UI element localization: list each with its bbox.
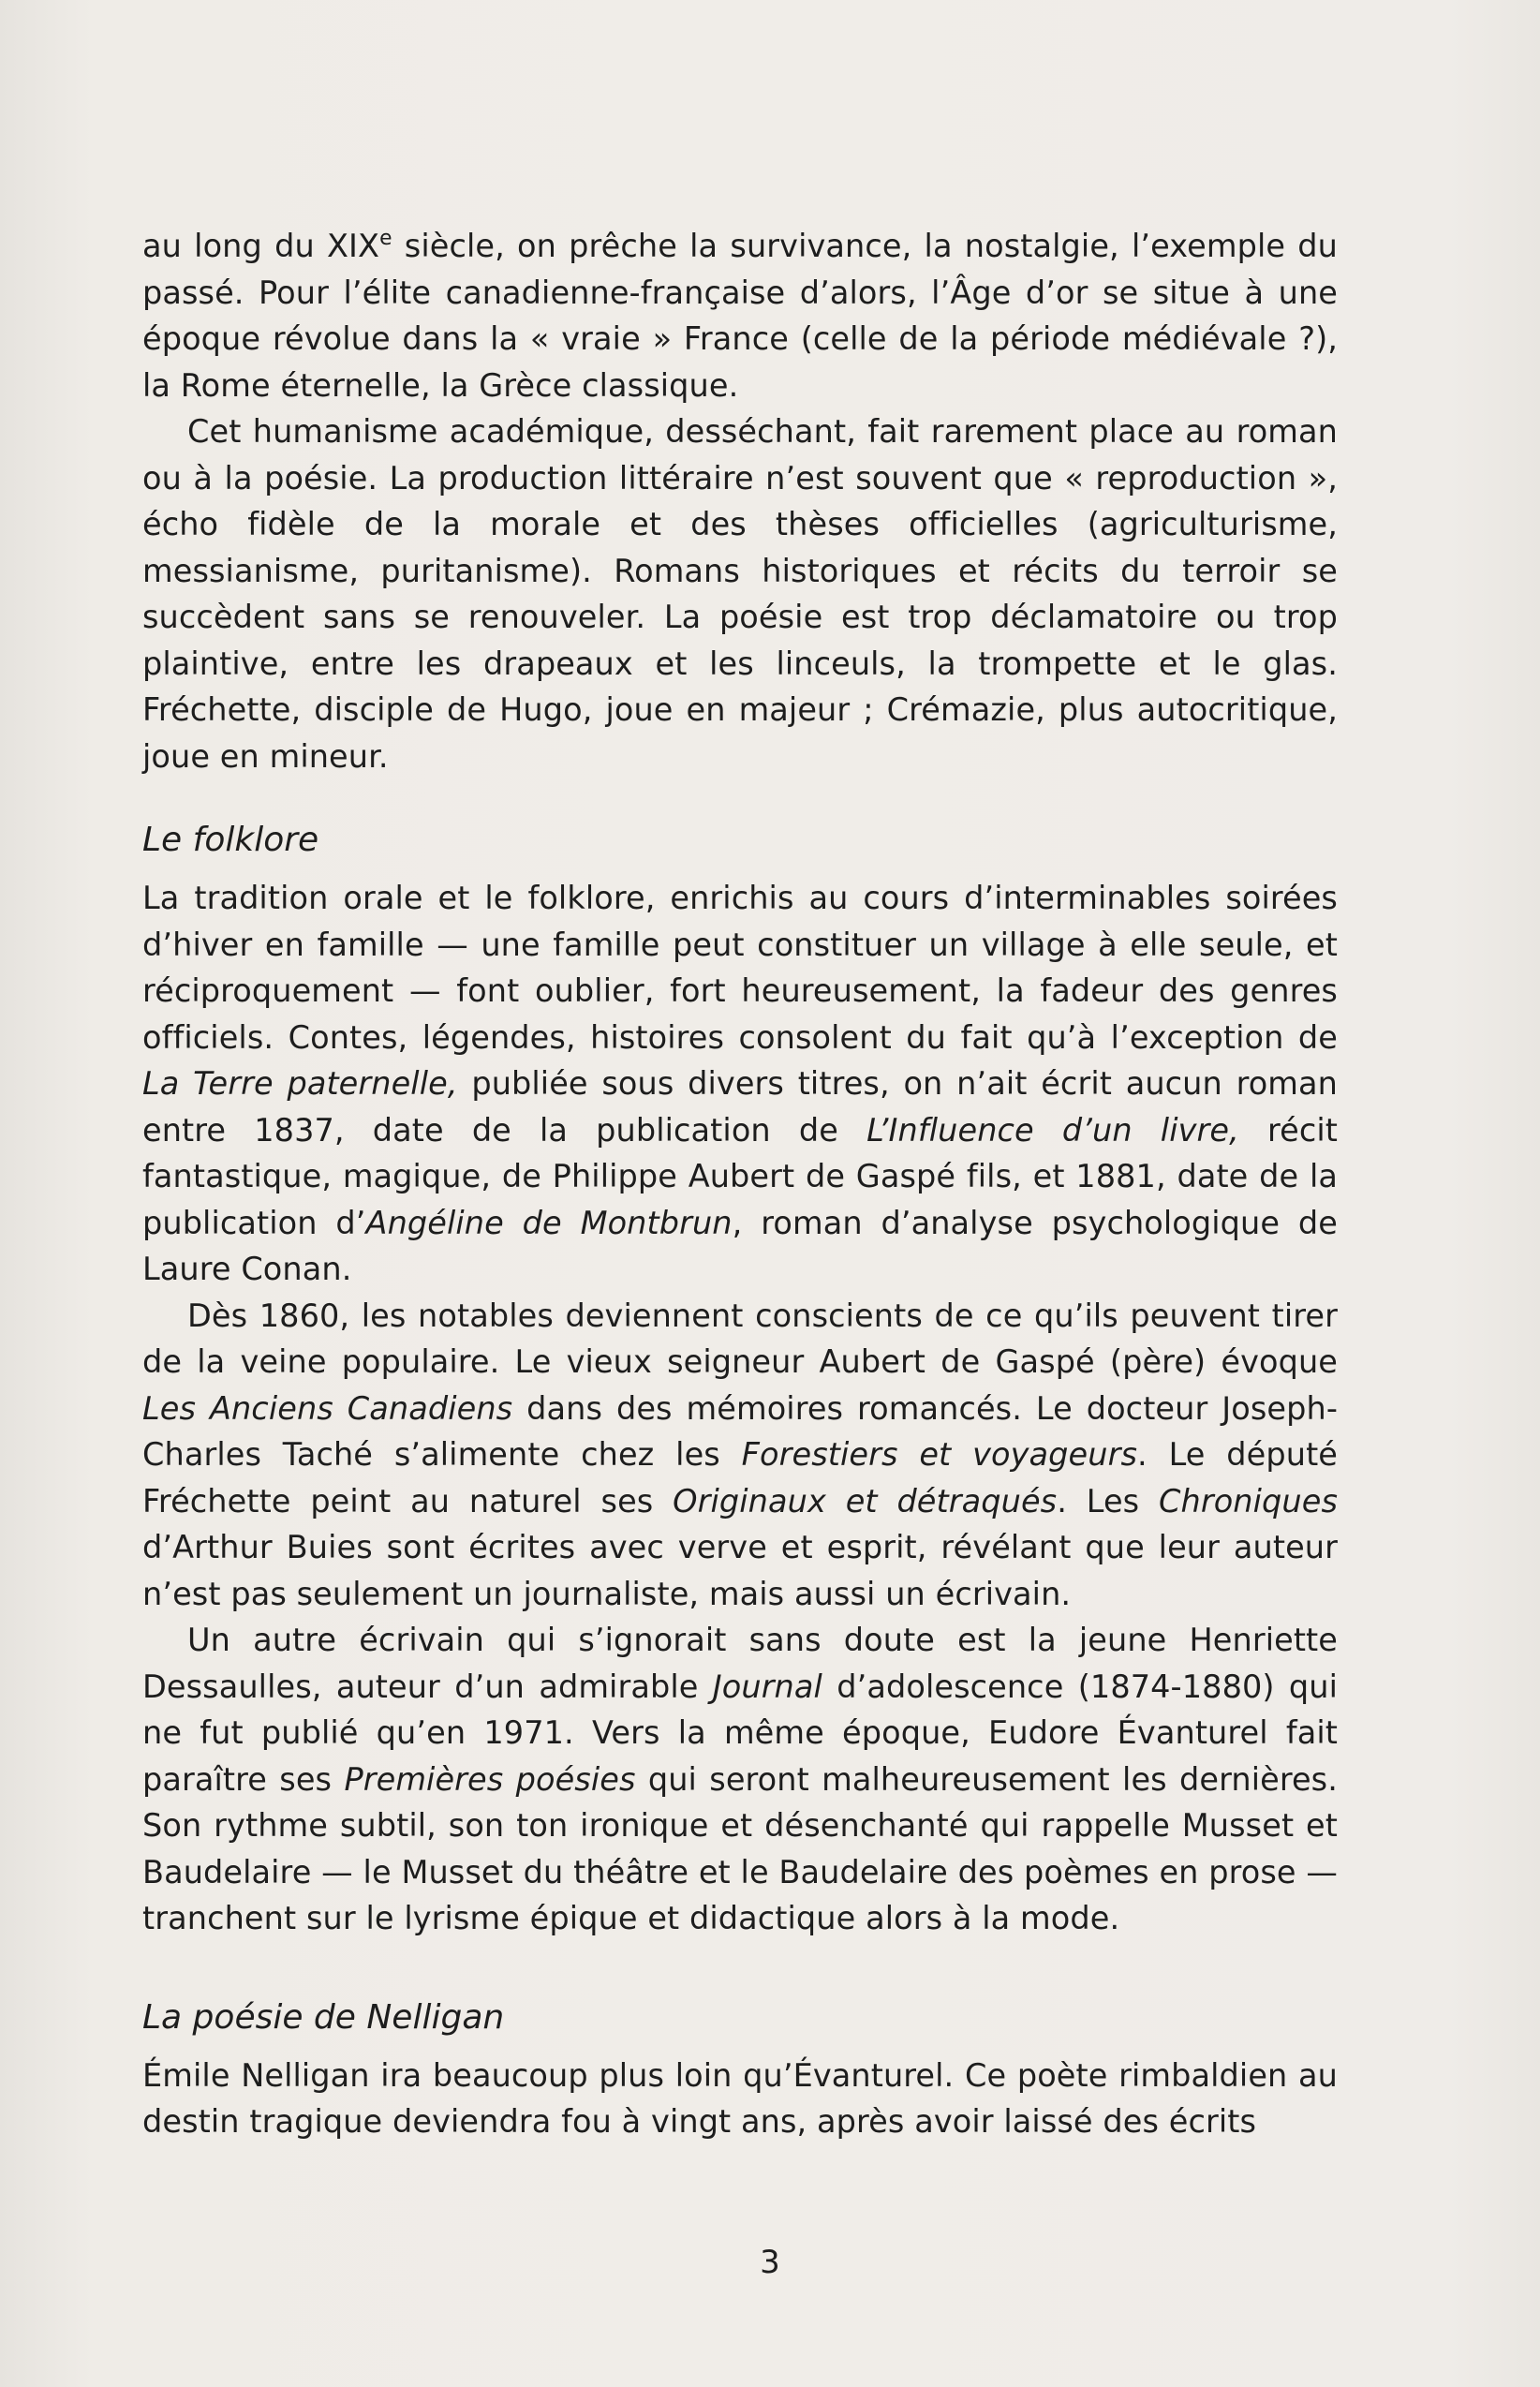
title-l-influence-d-un-livre: L’Influence d’un livre, (866, 1111, 1239, 1149)
title-la-terre-paternelle: La Terre paternelle, (142, 1065, 458, 1102)
page-number: 3 (760, 2244, 780, 2281)
title-premieres-poesies: Premières poésies (344, 1760, 636, 1798)
paragraph-5-text-a: Un autre écrivain qui s’ignorait sans doute est la jeune Henriette Dessaulles, auteur d’un admirable (142, 1622, 1338, 1705)
heading-nelligan: La poésie de Nelligan (142, 1997, 505, 2037)
paragraph-3-text-d: , roman d’analyse psychologique de Laure Conan. (142, 1204, 1338, 1287)
title-angeline-de-montbrun: Angéline de Montbrun (365, 1204, 733, 1241)
title-originaux-et-detraques: Originaux et détraqués (673, 1482, 1058, 1520)
heading-folklore: Le folklore (142, 821, 319, 859)
paragraph-5-text-c: qui seront malheureusement les dernières. Son rythme subtil, son ton ironique et désenchanté qui rappelle Musset et Baudelaire — le Musset du théâtre et le Baudelaire des poèmes en prose — tranchent sur le lyrisme épique et didactique alors à la mode. (142, 1760, 1338, 1936)
title-forestiers-et-voyageurs: Forestiers et voyageurs (741, 1436, 1138, 1473)
paragraph-1 (142, 223, 1338, 408)
paragraph-1-text-a: au long du XIX (142, 228, 380, 264)
title-chroniques: Chroniques (1159, 1482, 1339, 1520)
paragraph-4 (142, 1293, 1338, 1618)
paragraph-5-text-b: d’adolescence (1874-1880) qui ne fut publié qu’en 1971. Vers la même époque, Eudore Évanturel fait paraître ses (142, 1668, 1338, 1798)
paragraph-3-text-a: La tradition orale et le folklore, enrichis au cours d’interminables soirées d’hiver en famille — une famille peut constituer un village à elle seule, et réciproquement — font oublier, fort heureusement, la fadeur des genres officiels. Contes, légendes, histoires consolent du fait qu’à l’exception de (142, 880, 1338, 1056)
paragraph-3 (142, 875, 1338, 1293)
paragraph-4-text-d: . Les (1057, 1482, 1160, 1520)
paragraph-5 (142, 1617, 1338, 1942)
title-les-anciens-canadiens: Les Anciens Canadiens (142, 1389, 513, 1427)
paragraph-3-text-c: récit fantastique, magique, de Philippe Aubert de Gaspé fils, et 1881, date de la publication d’ (142, 1111, 1338, 1241)
paragraph-6: Émile Nelligan ira beaucoup plus loin qu’Évanturel. Ce poète rimbaldien au destin tragique deviendra fou à vingt ans, après avoir laissé des écrits (142, 2056, 1338, 2140)
paragraph-4-text-b: dans des mémoires romancés. Le docteur Joseph-Charles Taché s’alimente chez les (142, 1389, 1339, 1473)
text-column (142, 223, 1338, 2145)
title-journal: Journal (712, 1668, 822, 1705)
paragraph-4-text-e: d’Arthur Buies sont écrites avec verve et esprit, révélant que leur auteur n’est pas seulement un journaliste, mais aussi un écrivain. (142, 1529, 1338, 1612)
century-superscript: e (379, 226, 392, 250)
paragraph-3-text-b: publiée sous divers titres, on n’ait écrit aucun roman entre 1837, date de la publication de (142, 1065, 1339, 1149)
paragraph-4-text-c: . Le député Fréchette peint au naturel ses (142, 1436, 1339, 1520)
paragraph-2: Cet humanisme académique, desséchant, fait rarement place au roman ou à la poésie. La production littéraire n’est souvent que « reproduction », écho fidèle de la morale et des thèses officielles (agriculturisme, messianisme, puritanisme). Romans historiques et récits du terroir se succèdent sans se renouveler. La poésie est trop déclamatoire ou trop plaintive, entre les drapeaux et les linceuls, la trompette et le glas. Fréchette, disciple de Hugo, joue en majeur ; Crémazie, plus autocritique, joue en mineur. (142, 413, 1338, 775)
paragraph-4-text-a: Dès 1860, les notables deviennent conscients de ce qu’ils peuvent tirer de la veine populaire. Le vieux seigneur Aubert de Gaspé (père) évoque (142, 1297, 1338, 1380)
paragraph-1-text-b: siècle, on prêche la survivance, la nostalgie, l’exemple du passé. Pour l’élite canadienne-française d’alors, l’Âge d’or se situe à une époque révolue dans la « vraie » France (celle de la période médiévale ?), la Rome éternelle, la Grèce classique. (142, 228, 1338, 404)
